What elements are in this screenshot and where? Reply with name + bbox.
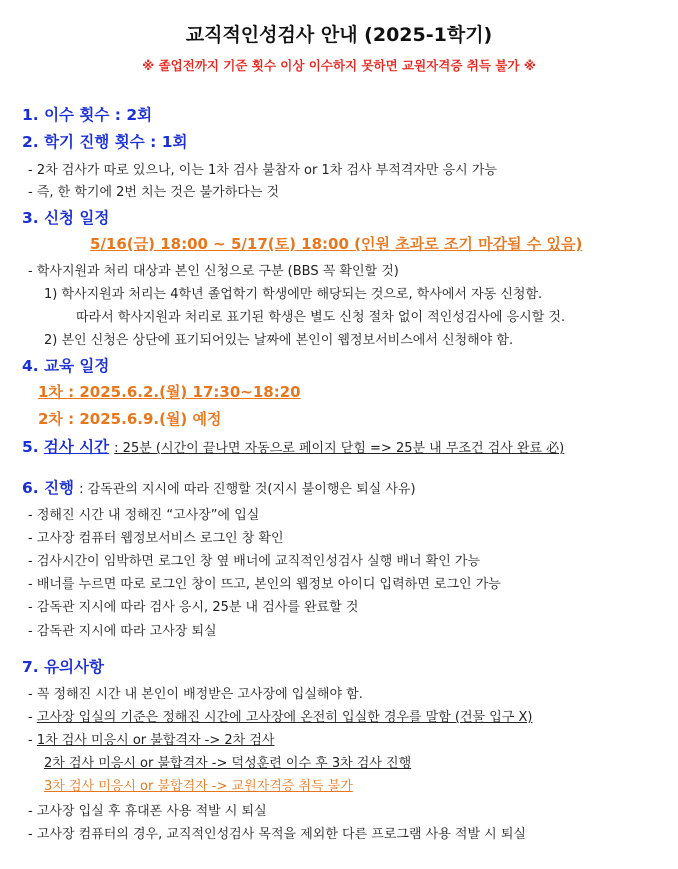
section-6-heading — [22, 476, 416, 498]
section-6-title: 6. 진행 — [22, 479, 75, 497]
section-6-line: - 감독관 지시에 따라 검사 응시, 25분 내 검사를 완료할 것 — [28, 600, 359, 615]
section-6-line: - 고사장 컴퓨터 웹정보서비스 로그인 창 확인 — [28, 531, 284, 546]
section-3-line: 따라서 학사지원과 처리로 표기된 학생은 별도 신청 절차 없이 적인성검사에 응시할 것. — [76, 310, 566, 325]
section-6-subtitle: : 감독관의 지시에 따라 진행할 것(지시 불이행은 퇴실 사유) — [79, 482, 416, 497]
section-5-heading — [22, 435, 564, 457]
section-7-line — [28, 729, 274, 748]
first-test-rule: 1차 검사 미응시 or 불합격자 -> 2차 검사 — [36, 733, 275, 748]
section-7-line: - 꼭 정해진 시간 내 본인이 배정받은 고사장에 입실해야 함. — [28, 687, 363, 702]
second-test-rule: 2차 검사 미응시 or 불합격자 -> 덕성훈련 이수 후 3차 검사 진행 — [44, 756, 412, 771]
section-2-line: - 즉, 한 학기에 2번 치는 것은 불가하다는 것 — [28, 185, 280, 200]
section-7-line — [28, 706, 532, 725]
education-second-session: 2차 : 2025.6.9.(월) 예정 — [38, 410, 222, 428]
entry-criteria-note: 고사장 입실의 기준은 정해진 시간에 고사장에 온전히 입실한 경우를 말함 (건물 입구 X) — [36, 710, 533, 725]
third-test-rule: 3차 검사 미응시 or 불합격자 -> 교원자격증 취득 불가 — [44, 779, 353, 794]
section-3-heading: 3. 신청 일정 — [22, 209, 110, 227]
section-3-line: 2) 본인 신청은 상단에 표기되어있는 날짜에 본인이 웹정보서비스에서 신청해야 함. — [44, 333, 514, 348]
application-period: 5/16(금) 18:00 ~ 5/17(토) 18:00 (인원 초과로 조기 마감될 수 있음) — [90, 235, 583, 253]
section-3-line: 1) 학사지원과 처리는 4학년 졸업학기 학생에만 해당되는 것으로, 학사에서 자동 신청함. — [44, 287, 543, 302]
section-2-line: - 2차 검사가 따로 있으나, 이는 1차 검사 불참자 or 1차 검사 부적격자만 응시 가능 — [28, 163, 497, 178]
section-6-line: - 정해진 시간 내 정해진 “고사장”에 입실 — [28, 508, 260, 523]
section-5-number: 5. — [22, 438, 39, 456]
section-4-heading: 4. 교육 일정 — [22, 357, 110, 375]
dash: - — [28, 733, 37, 748]
warning-notice: ※ 졸업전까지 기준 횟수 이상 이수하지 못하면 교원자격증 취득 불가 ※ — [142, 58, 536, 73]
section-3-line: - 학사지원과 처리 대상과 본인 신청으로 구분 (BBS 꼭 확인할 것) — [28, 264, 399, 279]
page-title: 교직적인성검사 안내 (2025-1학기) — [185, 24, 493, 46]
section-7-heading: 7. 유의사항 — [22, 658, 104, 676]
section-7-line: - 고사장 입실 후 휴대폰 사용 적발 시 퇴실 — [28, 804, 267, 819]
section-2-heading: 2. 학기 진행 횟수 : 1회 — [22, 133, 188, 151]
section-1-heading: 1. 이수 횟수 : 2회 — [22, 106, 153, 124]
section-5-detail: : 25분 (시간이 끝나면 자동으로 페이지 닫힘 => 25분 내 무조건 검사 완료 必) — [114, 441, 565, 456]
section-7-line: - 고사장 컴퓨터의 경우, 교직적인성검사 목적을 제외한 다른 프로그램 사용 적발 시 퇴실 — [28, 827, 526, 842]
section-6-line: - 검사시간이 임박하면 로그인 창 옆 배너에 교직적인성검사 실행 배너 확인 가능 — [28, 554, 481, 569]
section-6-line: - 배너를 누르면 따로 로그인 창이 뜨고, 본인의 웹정보 아이디 입력하면 로그인 가능 — [28, 577, 501, 592]
section-6-line: - 감독관 지시에 따라 고사장 퇴실 — [28, 624, 217, 639]
education-first-session: 1차 : 2025.6.2.(월) 17:30~18:20 — [38, 383, 301, 401]
dash: - — [28, 710, 37, 725]
section-5-label: 검사 시간 — [43, 438, 110, 456]
